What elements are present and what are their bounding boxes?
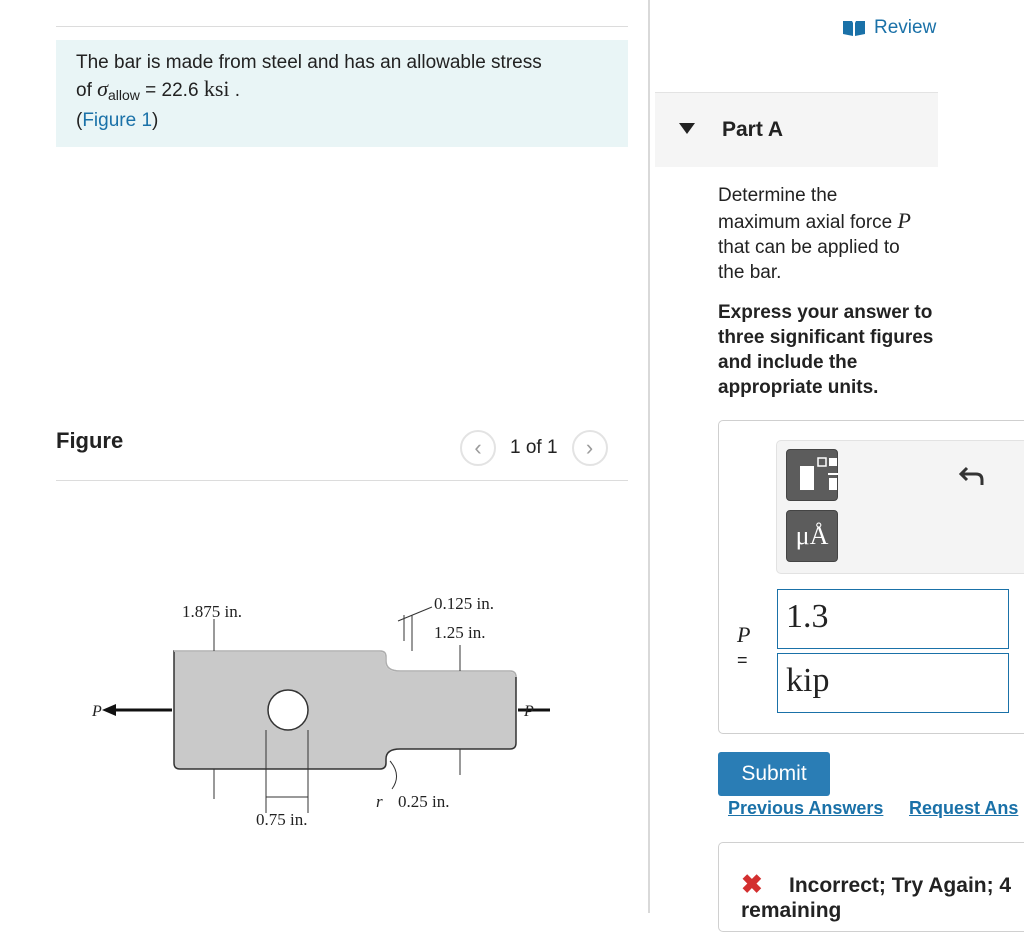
unit-input[interactable]: kip — [777, 653, 1009, 713]
dim-125-label: 1.25 in. — [434, 623, 486, 642]
force-left-label: P — [92, 703, 102, 720]
figure-link[interactable]: Figure 1 — [82, 110, 153, 131]
bar-figure — [80, 585, 550, 845]
fig-paren-close: ) — [152, 110, 159, 131]
equals-sign: = — [737, 650, 748, 670]
radius-symbol: r — [376, 792, 383, 811]
request-answer-link[interactable]: Request Ans — [909, 798, 1019, 818]
figure-title: Figure — [56, 428, 124, 453]
review-label: Review — [874, 17, 937, 38]
caret-down-icon[interactable] — [679, 123, 695, 134]
dim-1875-label: 1.875 in. — [182, 602, 242, 621]
question-line-2 — [718, 208, 943, 235]
review-link[interactable] — [842, 17, 936, 39]
stress-value: = 22.6 — [139, 80, 204, 101]
answer-variable: P — [737, 622, 751, 647]
fig-paren-open: ( — [76, 110, 83, 131]
problem-line-1: The bar is made from steel and has an allowable stress — [76, 52, 542, 73]
bar-body — [174, 651, 516, 769]
part-a-header[interactable] — [655, 92, 938, 167]
submit-button[interactable]: Submit — [718, 752, 830, 796]
sigma-subscript: allow — [107, 87, 140, 103]
problem-line-2 — [76, 76, 608, 108]
part-title: Part A — [722, 118, 784, 141]
book-icon — [842, 19, 866, 37]
figure-reference — [76, 108, 608, 134]
dim-025-label: 0.25 in. — [398, 792, 450, 811]
figure-divider — [56, 480, 628, 481]
feedback-text-2: remaining — [741, 899, 842, 922]
question-line-4: the bar. — [718, 262, 782, 283]
chevron-right-icon[interactable]: › — [572, 430, 608, 466]
chevron-left-icon[interactable]: ‹ — [460, 430, 496, 466]
bar-hole — [268, 690, 308, 730]
question-line-1: Determine the — [718, 185, 838, 206]
dim-075-label: 0.75 in. — [256, 810, 308, 829]
feedback-box — [718, 842, 1024, 932]
fraction-template-icon — [787, 450, 839, 502]
panel-divider — [648, 0, 650, 913]
force-variable: P — [897, 208, 911, 233]
question-line-2-text: maximum axial force — [718, 212, 898, 233]
question-line-3: that can be applied to — [718, 237, 900, 258]
template-button[interactable] — [786, 449, 838, 501]
problem-period: . — [229, 80, 241, 101]
dim-0125-label: 0.125 in. — [434, 594, 494, 613]
force-right-label: P — [524, 703, 534, 720]
value-input[interactable]: 1.3 — [777, 589, 1009, 649]
undo-icon[interactable] — [958, 459, 988, 489]
problem-statement — [56, 40, 628, 147]
problem-of: of — [76, 80, 98, 101]
feedback-text: Incorrect; Try Again; 4 — [789, 874, 1012, 897]
previous-answers-link[interactable]: Previous Answers — [728, 798, 884, 818]
units-button[interactable]: μÅ — [786, 510, 838, 562]
stress-unit: ksi — [203, 76, 230, 101]
answer-instructions: Express your answer to three significant figures and include the appropriate units. — [718, 302, 934, 398]
sigma-symbol: σ — [97, 76, 108, 101]
question-text — [718, 183, 943, 285]
x-icon: ✖ — [741, 869, 763, 899]
pager-count: 1 of 1 — [510, 437, 558, 458]
top-divider — [56, 26, 628, 27]
figure-pager — [460, 430, 608, 466]
